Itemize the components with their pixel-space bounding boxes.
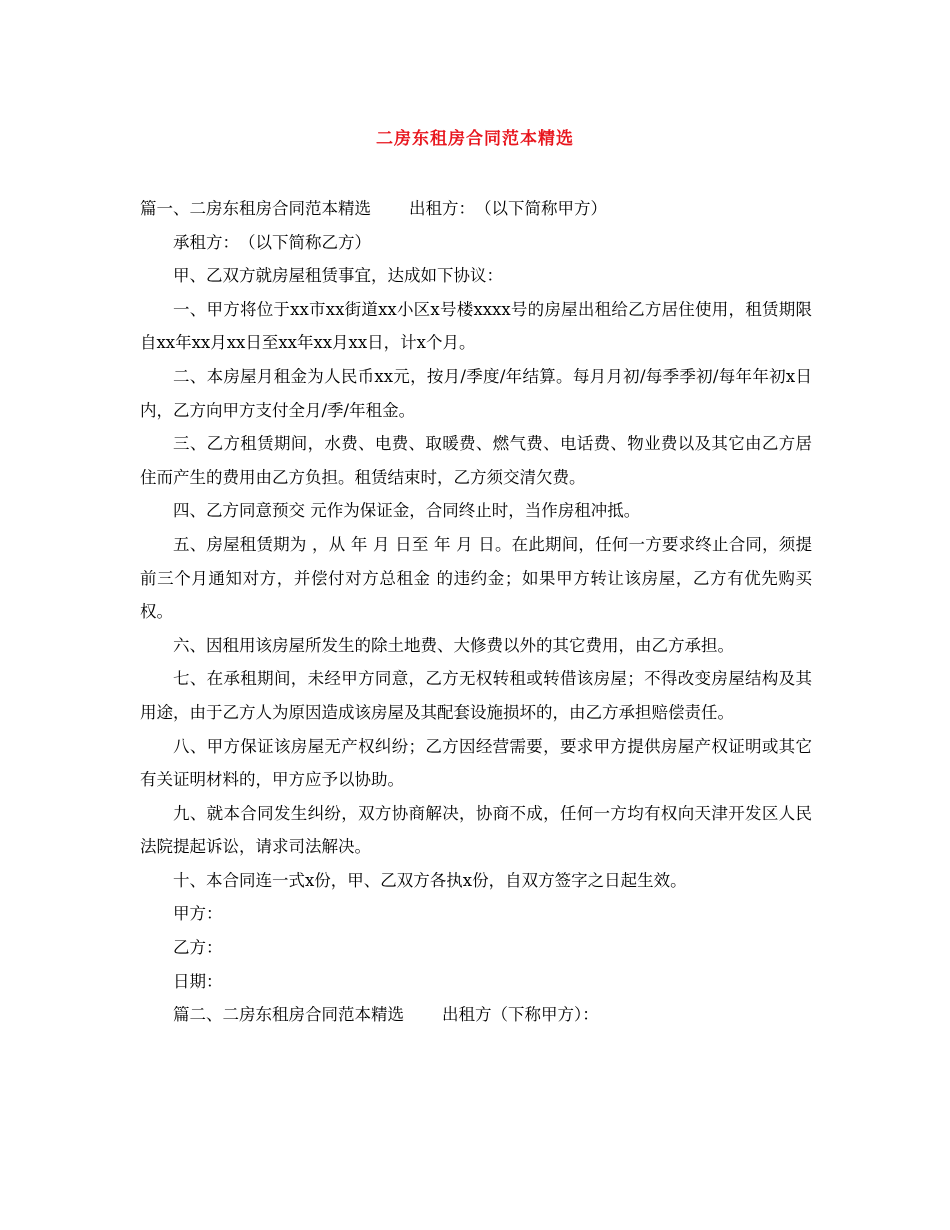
clause-8: 八、甲方保证该房屋无产权纠纷；乙方因经营需要，要求甲方提供房屋产权证明或其它有关证明材料的，甲方应予以协助。 [140, 736, 812, 790]
clause-6: 六、因租用该房屋所发生的除土地费、大修费以外的其它费用，由乙方承担。 [173, 635, 734, 655]
section-1-intro [140, 192, 812, 226]
document-title: 二房东租房合同范本精选 [376, 129, 574, 149]
lessor-line: 出租方： （以下简称甲方） [409, 199, 607, 218]
document-body [140, 192, 812, 1032]
clause-7: 七、在承租期间，未经甲方同意，乙方无权转租或转借该房屋；不得改变房屋结构及其用途，由于乙方人为原因造成该房屋及其配套设施损坏的，由乙方承担赔偿责任。 [140, 669, 812, 722]
section-1-heading: 篇一、二房东租房合同范本精选 [140, 199, 371, 218]
clause-2: 二、本房屋月租金为人民币xx元，按月/季度/年结算。每月月初/每季季初/每年年初x日内，乙方向甲方支付全月/季/年租金。 [140, 366, 812, 420]
agreement-intro: 甲、乙双方就房屋租赁事宜，达成如下协议： [173, 266, 503, 286]
lessee-line: 承租方： （以下简称乙方） [173, 232, 371, 252]
party-b-signature-line: 乙方： [173, 938, 223, 958]
party-a-signature-line: 甲方： [173, 904, 223, 924]
section-2-lessor-line: 出租方（下称甲方）： [442, 1005, 599, 1025]
clause-1: 一、甲方将位于xx市xx街道xx小区x号楼xxxx号的房屋出租给乙方居住使用，租赁期限自xx年xx月xx日至xx年xx月xx日，计x个月。 [140, 299, 812, 353]
clause-9: 九、就本合同发生纠纷，双方协商解决，协商不成，任何一方均有权向天津开发区人民法院提起诉讼，请求司法解决。 [140, 803, 812, 857]
clause-10: 十、本合同连一式x份，甲、乙双方各执x份，自双方签字之日起生效。 [173, 870, 687, 890]
section-2-intro [140, 998, 812, 1032]
clause-5: 五、房屋租赁期为 ，从 年 月 日至 年 月 日。在此期间，任何一方要求终止合同，须提前三个月通知对方，并偿付对方总租金 的违约金；如果甲方转让该房屋，乙方有优先购买权。 [140, 534, 812, 622]
clause-3: 三、乙方租赁期间，水费、电费、取暖费、燃气费、电话费、物业费以及其它由乙方居住而产生的费用由乙方负担。租赁结束时，乙方须交清欠费。 [140, 434, 812, 487]
clause-4: 四、乙方同意预交 元作为保证金，合同终止时，当作房租冲抵。 [173, 501, 641, 521]
section-2-heading: 篇二、二房东租房合同范本精选 [173, 1005, 404, 1025]
date-line: 日期： [173, 971, 223, 991]
